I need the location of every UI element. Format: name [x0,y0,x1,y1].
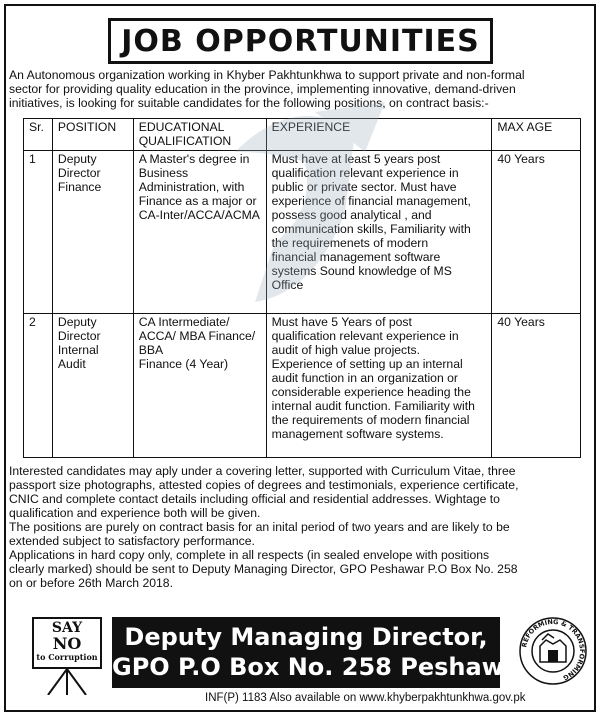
kp-government-emblem [518,616,588,686]
header-position: POSITION [52,119,133,151]
footer-reference: INF(P) 1183 Also available on www.khyberpakhtunkhwa.gov.pk [205,692,526,704]
row-sr: 1 [24,151,53,314]
title-box [108,18,493,64]
row-position: Deputy Director Finance [52,151,133,314]
row-max-age: 40 Years [492,314,581,458]
table-row [24,314,581,458]
positions-table [23,118,581,458]
intro-paragraph: An Autonomous organization working in Khyber Pakhtunkhwa to support private and non-formal sector for providing quality education in the province, implementing innovative, demand-driven initiatives, is looking for suitable candidates for the following positions, on contract basis:- [9,68,525,110]
header-max-age: MAX AGE [492,119,581,151]
table-header-row [24,119,581,151]
row-experience: Must have 5 Years of post qualification relevant experience in audit of high value projects. Experience of setting up an internal audit function in an organization or considerable experience heading the internal audit function. Familiarity with the requirements of modern financial management software systems. [266,314,492,458]
row-position: Deputy Director Internal Audit [52,314,133,458]
application-instructions: Interested candidates may aply under a covering letter, supported with Curriculum Vitae, three passport size photographs, attested copies of degrees and testimonials, experience certificate, CNIC and complete contact details including official and residential addresses. Wightage to qualification and experience both will be given. The positions are purely on contract basis for an inital period of two years and are likely to be extended subject to satisfactory performance. Applications in hard copy only, complete in all respects (in sealed envelope with positions clearly marked) should be sent to Deputy Managing Director, GPO Peshawar P.O Box No. 258 on or before 26th March 2018. [9,464,519,590]
header-experience: EXPERIENCE [266,119,492,151]
page-title: JOB OPPORTUNITIES [121,23,480,59]
table-row [24,151,581,314]
emblem-ring-text: REFORMING & TRANSFORMING [520,617,587,682]
contact-banner: Deputy Managing Director, GPO P.O Box No. 258 Peshawar [112,617,500,688]
row-qualification: CA Intermediate/ ACCA/ MBA Finance/ BBA Finance (4 Year) [133,314,266,458]
sign-board: SAY NO to Corruption [32,617,102,669]
row-sr: 2 [24,314,53,458]
header-sr: Sr. [24,119,53,151]
row-qualification: A Master's degree in Business Administration, with Finance as a major or CA-Inter/ACCA/ACMA [133,151,266,314]
header-qualification: EDUCATIONAL QUALIFICATION [133,119,266,151]
row-experience: Must have at least 5 years post qualification relevant experience in public or private sector. Must have experience of financial management, possess good analytical , and communication skills, Familiarity with the requiremenets of modern financial management software systems Sound knowledge of MS Office [266,151,492,314]
sign-stand-icon [40,669,94,695]
say-no-to-corruption-sign [32,617,102,695]
row-max-age: 40 Years [492,151,581,314]
